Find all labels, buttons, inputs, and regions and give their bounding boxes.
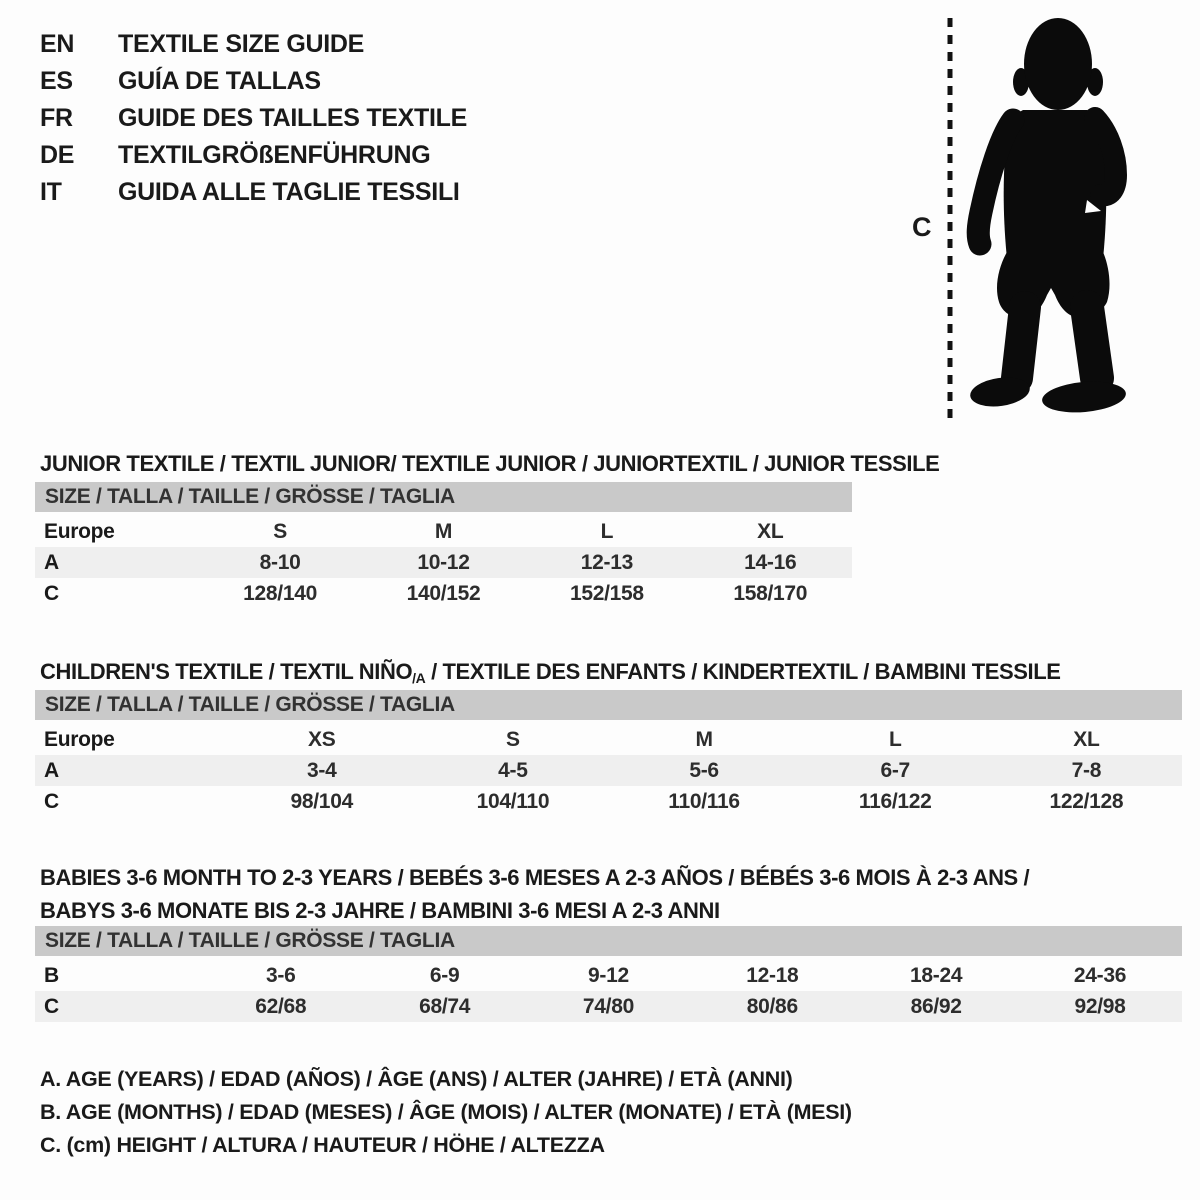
table-row — [35, 578, 852, 609]
language-code: DE — [40, 141, 75, 169]
cell: 18-24 — [910, 963, 963, 987]
size-header-label: SIZE / TALLA / TAILLE / GRÖSSE / TAGLIA — [35, 482, 852, 514]
language-code: EN — [40, 30, 75, 58]
language-row-fr — [40, 100, 467, 137]
cell: 10-12 — [362, 547, 525, 578]
guide-title-de: TEXTILGRÖßENFÜHRUNG — [118, 141, 431, 169]
cell: 158/170 — [733, 581, 808, 605]
guide-title-it: GUIDA ALLE TAGLIE TESSILI — [118, 178, 460, 206]
children-section-title — [40, 659, 1061, 685]
language-row-en — [40, 26, 467, 63]
cell: S — [506, 727, 520, 751]
cell: 3-6 — [266, 963, 296, 987]
babies-section-title — [40, 861, 1029, 927]
row-label: B — [44, 963, 59, 987]
language-title-list — [40, 26, 467, 211]
cell: XS — [308, 727, 336, 751]
cell: XL — [757, 519, 784, 543]
cell: S — [273, 519, 287, 543]
babies-size-table — [35, 926, 1182, 1022]
children-table-header — [35, 690, 1182, 722]
table-row — [35, 755, 1182, 786]
cell: 62/68 — [199, 991, 363, 1022]
language-row-de — [40, 137, 467, 174]
cell: 74/80 — [527, 991, 691, 1022]
cell: 4-5 — [417, 755, 608, 786]
language-row-es — [40, 63, 467, 100]
table-row — [35, 991, 1182, 1022]
cell: M — [434, 519, 453, 543]
language-code: FR — [40, 104, 73, 132]
footnote-c: C. (cm) HEIGHT / ALTURA / HAUTEUR / HÖHE / ALTEZZA — [40, 1133, 605, 1157]
height-measure-label: C — [912, 212, 932, 242]
cell: 8-10 — [198, 547, 361, 578]
row-label: A — [35, 755, 226, 786]
cell: 24-36 — [1073, 963, 1127, 987]
row-label: Europe — [44, 519, 115, 543]
cell: 6-7 — [800, 755, 991, 786]
language-code: ES — [40, 67, 73, 95]
children-title-post: / TEXTILE DES ENFANTS / KINDERTEXTIL / BAMBINI TESSILE — [425, 659, 1061, 685]
table-row — [35, 722, 1182, 755]
guide-title-fr: GUIDE DES TAILLES TEXTILE — [118, 104, 468, 132]
guide-title-en: TEXTILE SIZE GUIDE — [118, 30, 365, 58]
cell: 7-8 — [991, 755, 1182, 786]
children-size-table — [35, 690, 1182, 817]
cell: 92/98 — [1018, 991, 1182, 1022]
row-label: C — [44, 789, 59, 813]
cell: 5-6 — [608, 755, 799, 786]
cell: 110/116 — [668, 789, 740, 813]
table-row — [35, 786, 1182, 817]
language-code: IT — [40, 178, 62, 206]
junior-table-header — [35, 482, 852, 514]
cell: 12-18 — [746, 963, 799, 987]
cell: 14-16 — [689, 547, 852, 578]
footnote-b: B. AGE (MONTHS) / EDAD (MESES) / ÂGE (MOIS) / ALTER (MONATE) / ETÀ (MESI) — [40, 1100, 852, 1124]
guide-title-es: GUÍA DE TALLAS — [118, 67, 321, 95]
children-title-pre: CHILDREN'S TEXTILE / TEXTIL NIÑO — [40, 659, 413, 685]
cell: 86/92 — [854, 991, 1018, 1022]
junior-size-table — [35, 482, 852, 609]
size-header-label: SIZE / TALLA / TAILLE / GRÖSSE / TAGLIA — [35, 690, 1182, 722]
cell: 12-13 — [525, 547, 688, 578]
children-title-sub: /A — [412, 670, 426, 687]
cell: 9-12 — [588, 963, 629, 987]
babies-title-line2: BABYS 3-6 MONATE BIS 2-3 JAHRE / BAMBINI 3-6 MESI A 2-3 ANNI — [40, 898, 720, 924]
toddler-silhouette — [963, 14, 1146, 418]
table-row — [35, 958, 1182, 991]
cell: 104/110 — [476, 789, 550, 813]
table-row — [35, 547, 852, 578]
language-row-it — [40, 174, 467, 211]
row-label: C — [35, 991, 199, 1022]
footnote-a: A. AGE (YEARS) / EDAD (AÑOS) / ÂGE (ANS) / ALTER (JAHRE) / ETÀ (ANNI) — [40, 1067, 793, 1091]
cell: L — [600, 519, 614, 543]
height-measure-dashed-line — [946, 18, 954, 418]
cell: 116/122 — [858, 789, 932, 813]
footnote-legend — [40, 1063, 852, 1162]
junior-section-title: JUNIOR TEXTILE / TEXTIL JUNIOR/ TEXTILE JUNIOR / JUNIORTEXTIL / JUNIOR TESSILE — [40, 451, 940, 477]
row-label: C — [44, 581, 59, 605]
cell: 140/152 — [406, 581, 481, 605]
cell: 152/158 — [569, 581, 644, 605]
babies-table-header — [35, 926, 1182, 958]
cell: 3-4 — [226, 755, 417, 786]
size-header-label: SIZE / TALLA / TAILLE / GRÖSSE / TAGLIA — [35, 926, 1182, 958]
cell: 68/74 — [363, 991, 527, 1022]
row-label: A — [35, 547, 198, 578]
cell: 6-9 — [429, 963, 460, 987]
cell: XL — [1073, 727, 1100, 751]
row-label: Europe — [44, 727, 115, 751]
cell: 98/104 — [290, 789, 353, 813]
cell: 128/140 — [243, 581, 317, 605]
cell: 80/86 — [690, 991, 854, 1022]
cell: 122/128 — [1049, 789, 1124, 813]
cell: M — [695, 727, 713, 751]
babies-title-line1: BABIES 3-6 MONTH TO 2-3 YEARS / BEBÉS 3-6 MESES A 2-3 AÑOS / BÉBÉS 3-6 MOIS À 2-3 ANS / — [40, 865, 1030, 891]
table-row — [35, 514, 852, 547]
cell: L — [888, 727, 902, 751]
